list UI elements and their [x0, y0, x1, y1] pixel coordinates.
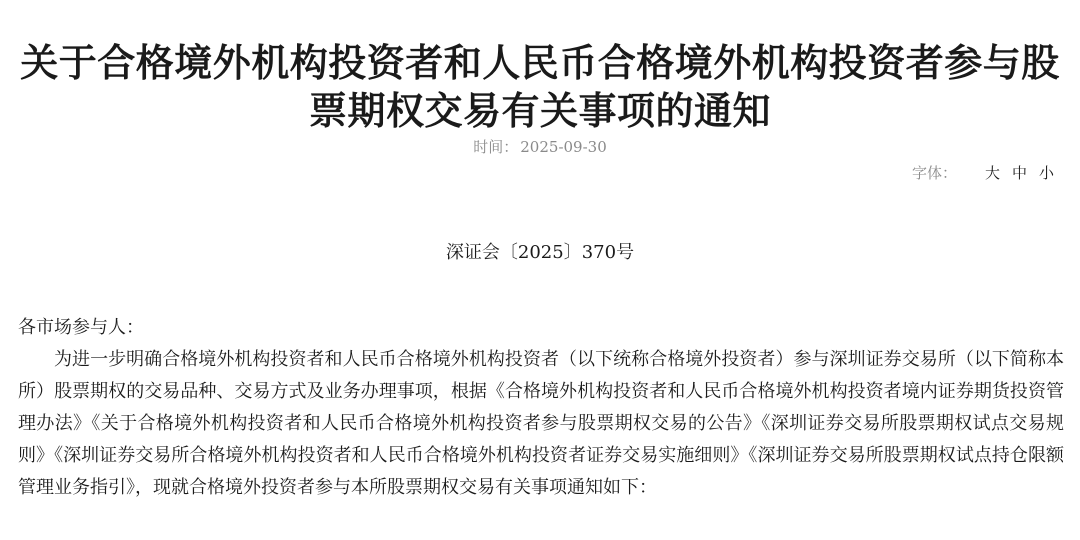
publish-time-label: 时间： — [473, 138, 519, 156]
font-size-small-button[interactable]: 小 — [1038, 164, 1054, 182]
article-body — [18, 312, 1064, 504]
document-number: 深证会〔2025〕370号 — [445, 242, 635, 263]
publish-time-value: 2025-09-30 — [520, 138, 607, 156]
body-paragraph: 为进一步明确合格境外机构投资者和人民币合格境外机构投资者（以下统称合格境外投资者）参与深圳证券交易所（以下简称本所）股票期权的交易品种、交易方式及业务办理事项，根据《合格境外机构投资者和人民币合格境外机构投资者境内证券期货投资管理办法》《关于合格境外机构投资者和人民币合格境外机构投资者参与股票期权交易的公告》《深圳证券交易所股票期权试点交易规则》《深圳证券交易所合格境外机构投资者和人民币合格境外机构投资者证券交易实施细则》《深圳证券交易所股票期权试点持仓限额管理业务指引》，现就合格境外投资者参与本所股票期权交易有关事项通知如下： — [18, 349, 1064, 498]
publish-time — [0, 136, 1080, 157]
article-title: 关于合格境外机构投资者和人民币合格境外机构投资者参与股票期权交易有关事项的通知 — [20, 40, 1060, 134]
font-size-large-button[interactable]: 大 — [984, 164, 1000, 182]
addressee: 各市场参与人： — [18, 317, 144, 338]
font-size-selector — [912, 162, 1054, 183]
font-size-label: 字体： — [911, 164, 957, 182]
font-size-medium-button[interactable]: 中 — [1011, 164, 1027, 182]
